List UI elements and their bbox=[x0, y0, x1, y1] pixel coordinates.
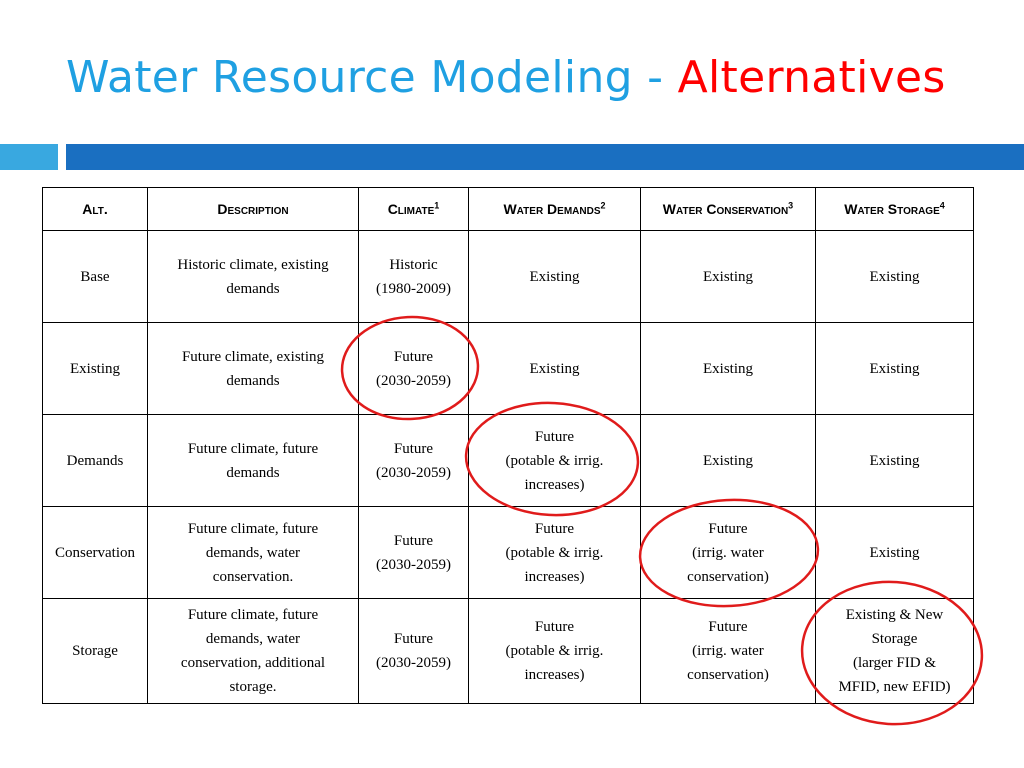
cell-water-conservation: Future (irrig. water conservation) bbox=[641, 507, 816, 599]
cell-alt: Base bbox=[43, 231, 148, 323]
cell-climate: Future (2030-2059) bbox=[359, 323, 469, 415]
footnote-marker: 1 bbox=[434, 200, 440, 211]
cell-alt: Storage bbox=[43, 599, 148, 704]
cell-water-storage: Existing bbox=[816, 231, 974, 323]
cell-climate: Future (2030-2059) bbox=[359, 507, 469, 599]
table-row bbox=[43, 599, 974, 704]
cell-water-conservation: Existing bbox=[641, 323, 816, 415]
cell-description: Future climate, existing demands bbox=[148, 323, 359, 415]
cell-water-conservation: Existing bbox=[641, 415, 816, 507]
footnote-marker: 4 bbox=[939, 200, 945, 211]
cell-water-demands: Future (potable & irrig. increases) bbox=[469, 415, 641, 507]
table-row bbox=[43, 507, 974, 599]
header-water-demands bbox=[469, 188, 641, 231]
alternatives-table bbox=[42, 187, 974, 704]
header-row bbox=[43, 188, 974, 231]
cell-water-conservation: Existing bbox=[641, 231, 816, 323]
title-highlight: Alternatives bbox=[677, 52, 946, 103]
table-row bbox=[43, 231, 974, 323]
header-water-conservation-label: Water Conservation bbox=[662, 201, 789, 217]
header-description-label: Description bbox=[217, 201, 289, 217]
cell-alt: Existing bbox=[43, 323, 148, 415]
cell-alt: Demands bbox=[43, 415, 148, 507]
cell-alt: Conservation bbox=[43, 507, 148, 599]
table-row bbox=[43, 323, 974, 415]
header-climate bbox=[359, 188, 469, 231]
cell-water-demands: Future (potable & irrig. increases) bbox=[469, 599, 641, 704]
footnote-marker: 3 bbox=[788, 200, 794, 211]
cell-climate: Future (2030-2059) bbox=[359, 415, 469, 507]
cell-water-storage: Existing & New Storage (larger FID & MFID, new EFID) bbox=[816, 599, 974, 704]
cell-description: Future climate, future demands bbox=[148, 415, 359, 507]
header-water-storage bbox=[816, 188, 974, 231]
header-alt-label: Alt. bbox=[82, 201, 108, 217]
footnote-marker: 2 bbox=[600, 200, 606, 211]
header-description bbox=[148, 188, 359, 231]
header-water-demands-label: Water Demands bbox=[503, 201, 601, 217]
header-climate-label: Climate bbox=[387, 201, 435, 217]
header-alt bbox=[43, 188, 148, 231]
accent-band-left bbox=[0, 144, 58, 170]
cell-description: Historic climate, existing demands bbox=[148, 231, 359, 323]
cell-water-demands: Future (potable & irrig. increases) bbox=[469, 507, 641, 599]
cell-description: Future climate, future demands, water conservation. bbox=[148, 507, 359, 599]
cell-water-conservation: Future (irrig. water conservation) bbox=[641, 599, 816, 704]
cell-description: Future climate, future demands, water conservation, additional storage. bbox=[148, 599, 359, 704]
cell-water-demands: Existing bbox=[469, 323, 641, 415]
cell-climate: Historic (1980-2009) bbox=[359, 231, 469, 323]
title-main: Water Resource Modeling - bbox=[66, 52, 678, 103]
table-row bbox=[43, 415, 974, 507]
cell-water-storage: Existing bbox=[816, 323, 974, 415]
cell-water-storage: Existing bbox=[816, 507, 974, 599]
cell-water-demands: Existing bbox=[469, 231, 641, 323]
cell-climate: Future (2030-2059) bbox=[359, 599, 469, 704]
header-water-conservation bbox=[641, 188, 816, 231]
accent-band-right bbox=[66, 144, 1024, 170]
cell-water-storage: Existing bbox=[816, 415, 974, 507]
slide-title bbox=[66, 52, 946, 105]
header-water-storage-label: Water Storage bbox=[844, 201, 940, 217]
